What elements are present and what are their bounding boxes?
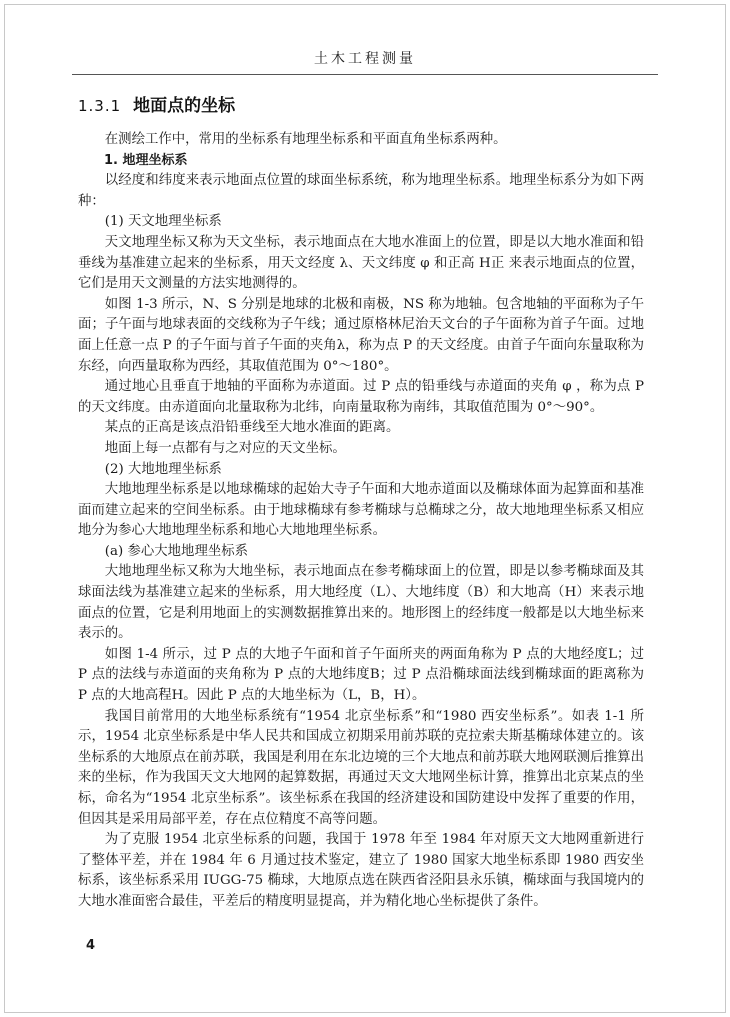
paragraph: 通过地心且垂直于地轴的平面称为赤道面。过 P 点的铅垂线与赤道面的夹角 φ ，称为点 P 的天文纬度。由赤道面向北量取称为北纬，向南量取称为南纬，其取值范围为 0°～90°。: [78, 379, 644, 415]
page-number: 4: [86, 938, 96, 953]
subheading-geodetic-coordinates: (2) 大地地理坐标系: [104, 461, 222, 477]
paragraph: 某点的正高是该点沿铅垂线至大地水准面的距离。: [104, 420, 400, 436]
paragraph: 天文地理坐标又称为天文坐标，表示地面点在大地水准面上的位置，即是以大地水准面和铅垂线为基准建立起来的坐标系，用天文经度 λ、天文纬度 φ 和正高 H正 来表示地面点的位置，它们是用天文测量的方法实地测得的。: [78, 234, 644, 292]
section-heading: [78, 94, 644, 118]
subheading-reference-ellipsoid-coordinates: (a) 参心大地地理坐标系: [104, 543, 249, 559]
running-title: 土木工程测量: [314, 51, 416, 67]
paragraph: 在测绘工作中，常用的坐标系有地理坐标系和平面直角坐标系两种。: [104, 132, 507, 147]
paragraph: 为了克服 1954 北京坐标系的问题，我国于 1978 年至 1984 年对原天文大地网重新进行了整体平差，并在 1984 年 6 月通过技术鉴定，建立了 1980 国家大地坐标系即 1980 西安坐标系，该坐标系采用 IUGG-75 椭球，大地原点选在陕西省泾阳县永乐镇，椭球面与我国境内的大地水准面密合最佳，平差后的精度明显提高，并为精化地心坐标提供了条件。: [78, 832, 644, 909]
paragraph: 大地地理坐标又称为大地坐标，表示地面点在参考椭球面上的位置，即是以参考椭球面及其球面法线为基准建立起来的坐标系，用大地经度（L）、大地纬度（B）和大地高（H）来表示地面点的位置，它是利用地面上的实测数据推算出来的。地形图上的经纬度一般都是以大地坐标来表示的。: [78, 564, 644, 642]
paragraph: 以经度和纬度来表示地面点位置的球面坐标系统，称为地理坐标系。地理坐标系分为如下两种：: [78, 173, 644, 209]
section-title: 地面点的坐标: [133, 96, 236, 116]
subheading-astronomic-coordinates: (1) 天文地理坐标系: [104, 214, 222, 230]
paragraph: 如图 1-4 所示，过 P 点的大地子午面和首子午面所夹的两面角称为 P 点的大地经度L；过 P 点的法线与赤道面的夹角称为 P 点的大地纬度B；过 P 点沿椭球面法线到椭球面的距离称为 P 点的大地高程H。因此 P 点的大地坐标为（L，B，H）。: [78, 646, 644, 704]
paragraph: 地面上每一点都有与之对应的天文坐标。: [104, 440, 346, 456]
running-header: [72, 40, 658, 75]
subheading-geographic-coordinates: 1. 地理坐标系: [104, 152, 188, 168]
section-number: 1.3.1: [78, 97, 122, 115]
paragraph: 大地地理坐标系是以地球椭球的起始大寺子午面和大地赤道面以及椭球体面为起算面和基准面而建立起来的空间坐标系。由于地球椭球有参考椭球与总椭球之分，故大地地理坐标系又相应地分为参心大地地理坐标系和地心大地地理坐标系。: [78, 482, 644, 539]
paragraph: 如图 1-3 所示，N、S 分别是地球的北极和南极，NS 称为地轴。包含地轴的平面称为子午面；子午面与地球表面的交线称为子午线；通过原格林尼治天文台的子午面称为首子午面。过地面上任意一点 P 的子午面与首子午面的夹角λ，称为点 P 的天文经度。由首子午面向东量取称为东经，向西量取称为西经，其取值范围为 0°～180°。: [78, 296, 644, 374]
paragraph: 我国目前常用的大地坐标系统有“1954 北京坐标系”和“1980 西安坐标系”。如表 1-1 所示，1954 北京坐标系是中华人民共和国成立初期采用前苏联的克拉索夫斯基椭球体建立的。该坐标系的大地原点在前苏联，我国是利用在东北边境的三个大地点和前苏联大地网联测后推算出来的坐标，作为我国天文大地网的起算数据，再通过天文大地网坐标计算，推算出北京某点的坐标，命名为“1954 北京坐标系”。该坐标系在我国的经济建设和国防建设中发挥了重要的作用，但因其是采用局部平差，存在点位精度不高等问题。: [78, 708, 644, 827]
page-content: [78, 94, 644, 913]
